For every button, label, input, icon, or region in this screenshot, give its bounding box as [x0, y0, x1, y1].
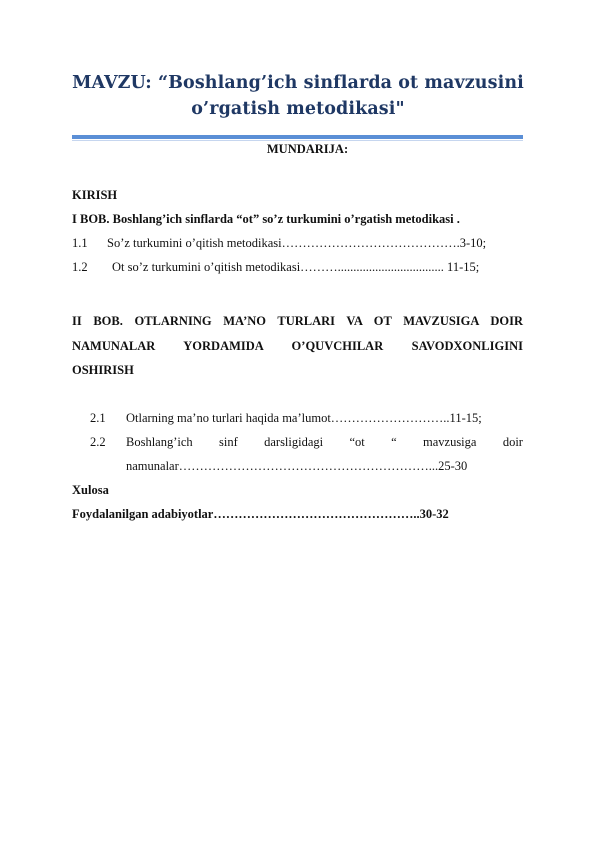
- toc-chapter-1: I BOB. Boshlang’ich sinflarda “ot” so’z turkumini o’rgatish metodikasi .: [72, 212, 460, 226]
- chapter-2-line-1-text: II BOB. OTLARNING MA’NO TURLARI VA OT MAVZUSIGA DOIR: [72, 314, 523, 328]
- title-line-2: o’rgatish metodikasi": [191, 99, 405, 119]
- document-title: [60, 70, 536, 122]
- toc-section-2-1-number: 2.1: [90, 411, 106, 425]
- s2-2-word-5: “: [391, 435, 397, 449]
- title-divider: [72, 135, 523, 139]
- s2-2-word-4: “ot: [349, 435, 365, 449]
- toc-chapter-2-line-2: [72, 338, 523, 354]
- toc-section-1-1: So’z turkumini o’qitish metodikasi…………………………………….3-10;: [107, 236, 487, 250]
- toc-xulosa: Xulosa: [72, 483, 109, 497]
- s2-2-word-7: doir: [502, 435, 523, 449]
- toc-section-1-1-number: 1.1: [72, 236, 88, 250]
- title-line-1: MAVZU: “Boshlang’ich sinflarda ot mavzusini: [72, 73, 524, 93]
- chapter-2-line-2-text: NAMUNALAR YORDAMIDA O’QUVCHILAR SAVODXONLIGINI: [72, 339, 523, 353]
- s2-2-word-1: Boshlang’ich: [126, 435, 193, 449]
- toc-section-1-2: Ot so’z turkumini o’qitish metodikasi……….................................. 11-15;: [112, 260, 480, 274]
- s2-2-word-2: sinf: [219, 435, 238, 449]
- toc-section-2-2-line-2: namunalar……………………………………………………...25-30: [126, 459, 468, 473]
- toc-section-2-1: Otlarning ma’no turlari haqida ma’lumot………………………..11-15;: [126, 411, 482, 425]
- toc-section-1-2-number: 1.2: [72, 260, 88, 274]
- s2-2-word-3: darsligidagi: [264, 435, 324, 449]
- toc-adabiyotlar: Foydalanilgan adabiyotlar…………………………………………..30-32: [72, 507, 449, 521]
- toc-chapter-2-line-1: [72, 313, 523, 329]
- toc-kirish: KIRISH: [72, 188, 118, 202]
- toc-section-2-2-number: 2.2: [90, 435, 106, 449]
- toc-section-2-2-line-1: [126, 434, 523, 450]
- toc-heading: MUNDARIJA:: [266, 142, 349, 156]
- toc-chapter-2-line-3: OSHIRISH: [72, 363, 134, 377]
- s2-2-word-6: mavzusiga: [423, 435, 477, 449]
